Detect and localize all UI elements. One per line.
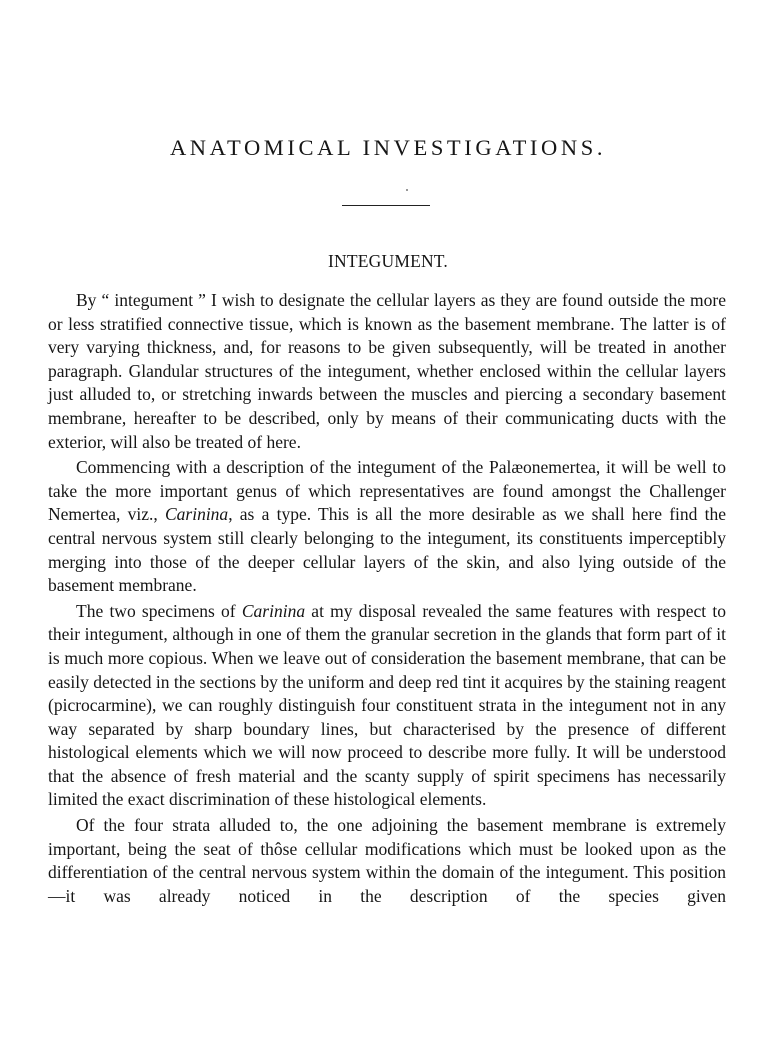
paragraph-2-text-after: , as a type. This is all the more desirable as we shall here find the central nervous system still clearly belonging to the integument, its constituents imperceptibly merging into those of the deeper cellular layers of the skin, and also lying outside of the basement membrane. [48, 504, 726, 596]
paragraph-4-text: Of the four strata alluded to, the one adjoining the basement membrane is extremely important, being the seat of thôse cellular modifications which must be looked upon as the differentiation of the central nervous system within the domain of the integument. This position—it was already noticed in the description of the species given [48, 815, 726, 906]
paragraph-2 [48, 456, 726, 598]
paragraph-3-text: The two specimens of [76, 600, 242, 621]
genus-name-italic: Carinina [164, 504, 229, 525]
section-heading: INTEGUMENT. [328, 251, 448, 271]
body-text [48, 289, 726, 908]
paragraph-3-text-after: at my disposal revealed the same features with respect to their integument, although in one of them the granular secretion in the glands that form part of it is much more copious. When we leave out of consideration the basement membrane, that can be easily detected in the sections by the uniform and deep red tint it acquires by the staining reagent (picrocarmine), we can roughly distinguish four constituent strata in the integument not in any way separated by sharp boundary lines, but characterised by the presence of different histological elements which we will now proceed to describe more fully. It will be understood that the absence of fresh material and the scanty supply of spirit specimens has necessarily limited the exact discrimination of these histological elements. [48, 600, 726, 810]
paragraph-4 [48, 814, 726, 908]
paragraph-2-text: Commencing with a description of the integument of the Palæonemertea, it will be well to take the more important genus of which representatives are found amongst the Challenger Nemertea, viz., [48, 457, 726, 525]
paragraph-3 [48, 600, 726, 812]
paragraph-1 [48, 289, 726, 454]
ink-speck [406, 189, 408, 191]
paragraph-1-text: By “ integument ” I wish to designate the cellular layers as they are found outside the more or less stratified connective tissue, which is known as the basement membrane. The latter is of very varying thickness, and, for reasons to be given subsequently, will be treated in another paragraph. Glandular structures of the integument, whether enclosed within the cellular layers just alluded to, or stretching inwards between the muscles and piercing a secondary basement membrane, hereafter to be described, only by means of their communicating ducts with the exterior, will also be treated of here. [48, 290, 726, 452]
genus-name-italic: Carinina [241, 600, 306, 621]
page-title: ANATOMICAL INVESTIGATIONS. [169, 135, 607, 160]
title-divider [342, 205, 430, 206]
